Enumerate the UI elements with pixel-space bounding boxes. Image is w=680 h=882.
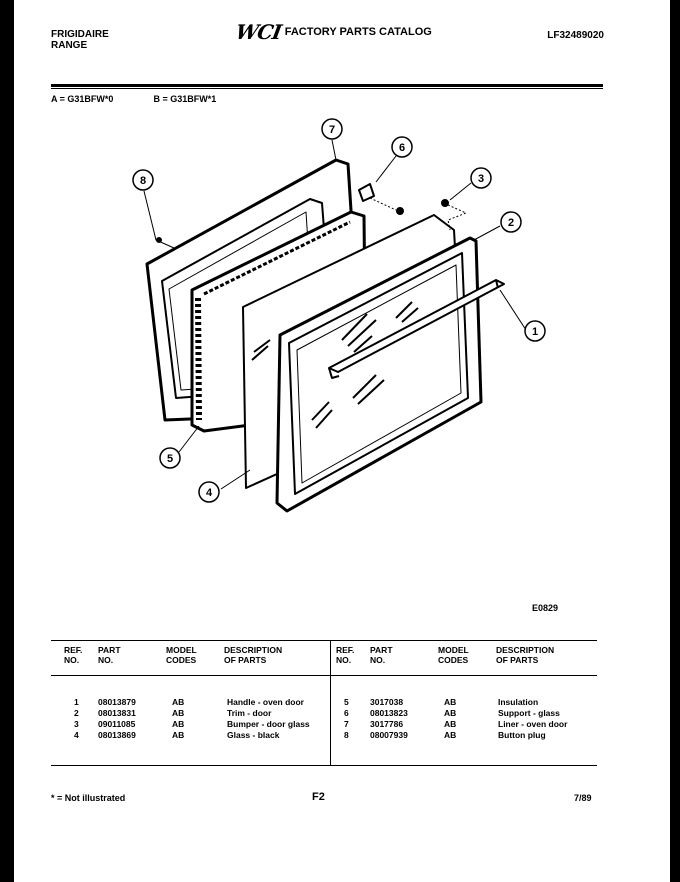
revision-date: 7/89	[574, 793, 592, 803]
header-model-right: MODEL CODES	[438, 645, 469, 665]
svg-text:2: 2	[507, 217, 515, 229]
callout-3	[471, 168, 491, 188]
callout-1	[525, 321, 545, 341]
part-no: 08013831	[98, 708, 136, 718]
part-description: Support - glass	[498, 708, 560, 718]
header-ref: REF. NO.	[64, 645, 83, 665]
svg-text:1: 1	[531, 326, 539, 338]
model-code: AB	[172, 719, 185, 729]
ref-no: 3	[74, 719, 79, 729]
part-description: Liner - oven door	[498, 719, 568, 729]
diagram-code: E0829	[532, 603, 559, 613]
model-code: AB	[444, 708, 457, 718]
catalog-number: LF32489020	[547, 30, 604, 41]
brand-name: FRIGIDAIRE	[51, 29, 109, 40]
part-description: Button plug	[498, 730, 546, 740]
table-header-rule	[51, 675, 597, 676]
page-number: F2	[312, 791, 325, 803]
svg-text:3: 3	[477, 173, 485, 185]
part-no: 08013823	[370, 708, 408, 718]
svg-text:7: 7	[328, 124, 336, 136]
part-no: 3017786	[370, 719, 404, 729]
svg-text:8: 8	[139, 175, 147, 187]
header-desc-right: DESCRIPTION OF PARTS	[496, 645, 555, 665]
header-model: MODEL CODES	[166, 645, 197, 665]
model-code: AB	[444, 697, 457, 707]
callout-4	[199, 482, 219, 502]
header-ref-right: REF. NO.	[336, 645, 355, 665]
part-no: 08007939	[370, 730, 408, 740]
model-code: AB	[172, 697, 185, 707]
model-b: B = G31BFW*1	[153, 94, 217, 104]
catalog-page	[14, 0, 670, 882]
ref-no: 4	[74, 730, 79, 740]
ref-no: 2	[74, 708, 79, 718]
model-code: AB	[444, 719, 457, 729]
part-description: Insulation	[498, 697, 539, 707]
ref-no: 7	[344, 719, 349, 729]
header-part-right: PART NO.	[370, 645, 393, 665]
callout-8	[133, 170, 153, 190]
ref-no: 8	[344, 730, 349, 740]
callout-2	[501, 212, 521, 232]
part-no: 08013879	[98, 697, 136, 707]
table-column-divider	[330, 640, 331, 765]
exploded-door-diagram	[14, 0, 670, 600]
svg-text:4: 4	[205, 487, 213, 499]
footnote: * = Not illustrated	[51, 793, 126, 803]
product-type: RANGE	[51, 40, 88, 51]
model-code: AB	[172, 730, 185, 740]
part-description: Trim - door	[227, 708, 272, 718]
callout-7	[322, 119, 342, 139]
callout-5	[160, 448, 180, 468]
part-no: 3017038	[370, 697, 404, 707]
header-desc: DESCRIPTION OF PARTS	[224, 645, 283, 665]
ref-no: 5	[344, 697, 349, 707]
model-code: AB	[172, 708, 185, 718]
wci-logo: WCI	[233, 20, 283, 44]
part-no: 09011085	[98, 719, 136, 729]
table-bottom-rule	[51, 765, 597, 766]
header-part: PART NO.	[98, 645, 121, 665]
model-a: A = G31BFW*0	[51, 94, 114, 104]
svg-text:6: 6	[398, 142, 406, 154]
model-code: AB	[444, 730, 457, 740]
support-glass-part	[359, 184, 403, 214]
part-no: 08013869	[98, 730, 136, 740]
callout-6	[392, 137, 412, 157]
part-description: Bumper - door glass	[227, 719, 310, 729]
catalog-title: FACTORY PARTS CATALOG	[284, 26, 432, 38]
svg-text:5: 5	[166, 453, 174, 465]
table-top-rule	[51, 640, 597, 641]
part-description: Glass - black	[227, 730, 280, 740]
ref-no: 6	[344, 708, 349, 718]
ref-no: 1	[74, 697, 79, 707]
part-description: Handle - oven door	[227, 697, 304, 707]
